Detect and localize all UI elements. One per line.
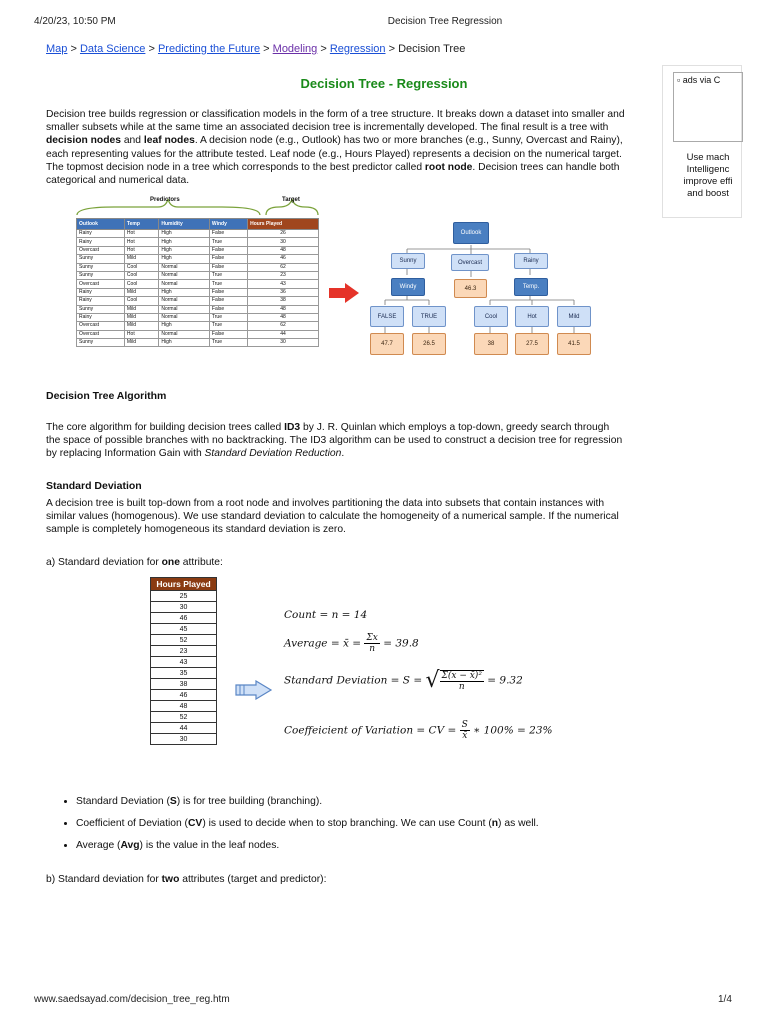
dataset-table	[76, 218, 319, 347]
table-row	[77, 322, 319, 330]
table-cell: Hot	[124, 330, 158, 338]
tree-leaf-mild: 41.5	[557, 333, 591, 355]
table-row	[151, 591, 217, 602]
table-cell: True	[209, 271, 247, 279]
bold-term: ID3	[284, 422, 301, 433]
table-row	[77, 280, 319, 288]
tree-node-temp: Temp.	[514, 278, 548, 296]
numerator: S	[461, 720, 468, 730]
breadcrumb-link-predicting[interactable]: Predicting the Future	[157, 43, 261, 55]
column-header: Temp	[124, 219, 158, 230]
tree-node-rainy: Rainy	[514, 253, 548, 269]
table-cell: Normal	[159, 271, 210, 279]
table-cell: Normal	[159, 330, 210, 338]
part-a-label	[46, 556, 626, 569]
table-cell: High	[159, 322, 210, 330]
table-row	[151, 668, 217, 679]
table-cell: 43	[151, 657, 217, 668]
tree-node-true: TRUE	[412, 306, 446, 327]
table-cell: Mild	[124, 339, 158, 347]
table-cell: Sunny	[77, 305, 125, 313]
table-cell: False	[209, 246, 247, 254]
table-row	[77, 297, 319, 305]
table-cell: High	[159, 246, 210, 254]
ad-text[interactable]	[673, 152, 743, 200]
table-row	[151, 679, 217, 690]
formula-count: Count = n = 14	[284, 609, 368, 621]
table-cell: Mild	[124, 322, 158, 330]
algo-heading: Decision Tree Algorithm	[46, 390, 167, 402]
denominator: n	[458, 681, 465, 692]
table-row	[151, 690, 217, 701]
print-timestamp: 4/20/23, 10:50 PM	[34, 16, 116, 27]
table-cell: Rainy	[77, 288, 125, 296]
text: by J. R. Quinlan which employs a top-down, greedy search through the space of possible branches with no backtracking. The ID3 algorithm can be used to construct a decision tree for regression by replacing Information Gain with	[46, 422, 623, 460]
hours-played-body	[151, 591, 217, 745]
right-arrow-icon	[327, 282, 361, 304]
formula-label: Standard Deviation = S =	[284, 674, 423, 687]
ad-line: improve effi	[683, 176, 733, 187]
breadcrumb-current: Decision Tree	[398, 43, 466, 55]
text: attribute:	[179, 557, 223, 568]
table-cell: 36	[248, 288, 319, 296]
tree-node-sunny: Sunny	[391, 253, 425, 269]
table-row	[151, 657, 217, 668]
table-row	[77, 246, 319, 254]
table-cell: 26	[248, 230, 319, 238]
tree-leaf-false: 47.7	[370, 333, 404, 355]
table-cell: Rainy	[77, 238, 125, 246]
ad-alt-text: ads via C	[682, 75, 721, 85]
intro-paragraph	[46, 108, 626, 187]
breadcrumb-link-data-science[interactable]: Data Science	[79, 43, 146, 55]
table-cell: True	[209, 313, 247, 321]
table-cell: Cool	[124, 271, 158, 279]
tree-leaf-cool: 38	[474, 333, 508, 355]
table-cell: Rainy	[77, 313, 125, 321]
table-cell: Sunny	[77, 339, 125, 347]
formula-label: Coeffeicient of Variation = CV =	[284, 724, 457, 737]
table-row	[77, 263, 319, 271]
text: a) Standard deviation for	[46, 557, 162, 568]
table-row	[151, 635, 217, 646]
tree-node-mild: Mild	[557, 306, 591, 327]
table-cell: Normal	[159, 313, 210, 321]
denominator: x̄	[462, 731, 468, 741]
bullet-list	[60, 796, 539, 862]
table-cell: Overcast	[77, 330, 125, 338]
numerator: Σ(x − x̄)²	[441, 670, 482, 681]
italic-term: Standard Deviation Reduction	[204, 448, 342, 460]
table-cell: True	[209, 238, 247, 246]
table-cell: 48	[151, 701, 217, 712]
breadcrumb-sep: >	[263, 43, 270, 55]
breadcrumb-link-modeling[interactable]: Modeling	[272, 43, 318, 55]
table-cell: False	[209, 330, 247, 338]
table-cell: True	[209, 280, 247, 288]
table-cell: 23	[248, 271, 319, 279]
tree-node-false: FALSE	[370, 306, 404, 327]
table-cell: 30	[248, 339, 319, 347]
algo-paragraph	[46, 421, 626, 461]
table-cell: 48	[248, 313, 319, 321]
list-item: • Standard Deviation (S) is for tree building (branching).	[76, 796, 539, 807]
table-cell: 52	[151, 712, 217, 723]
list-item: • Average (Avg) is the value in the leaf nodes.	[76, 840, 539, 851]
target-label: Target	[282, 197, 300, 203]
tree-node-root: Outlook	[453, 222, 489, 244]
table-row	[151, 613, 217, 624]
ad-image[interactable]	[673, 72, 743, 142]
text: . Decision trees can handle both categorical and numerical data.	[46, 161, 620, 187]
table-cell: 46	[151, 690, 217, 701]
table-cell: Sunny	[77, 255, 125, 263]
table-cell: 30	[151, 734, 217, 745]
table-cell: 35	[151, 668, 217, 679]
ad-line: Intelligenc	[686, 164, 730, 175]
column-header: Outlook	[77, 219, 125, 230]
table-cell: 38	[248, 297, 319, 305]
table-cell: 46	[151, 613, 217, 624]
table-cell: 44	[151, 723, 217, 734]
table-cell: Mild	[124, 305, 158, 313]
print-doc-title: Decision Tree Regression	[387, 16, 503, 27]
table-cell: 30	[248, 238, 319, 246]
table-cell: False	[209, 305, 247, 313]
table-cell: High	[159, 288, 210, 296]
formula-average	[284, 633, 419, 654]
table-row	[77, 288, 319, 296]
text: and	[120, 135, 144, 147]
column-header: Humidity	[159, 219, 210, 230]
table-cell: Cool	[124, 280, 158, 288]
table-cell: False	[209, 263, 247, 271]
formula-std-dev	[284, 668, 523, 693]
tree-leaf-hot: 27.5	[515, 333, 549, 355]
table-row	[151, 712, 217, 723]
table-row	[77, 230, 319, 238]
bold-term: leaf nodes	[143, 135, 195, 147]
fraction	[460, 720, 470, 741]
table-header-row	[77, 219, 319, 230]
footer-url: www.saedsayad.com/decision_tree_reg.htm	[34, 994, 230, 1005]
table-row	[151, 701, 217, 712]
breadcrumb-sep: >	[148, 43, 155, 55]
tree-node-hot: Hot	[515, 306, 549, 327]
denominator: n	[369, 644, 376, 654]
table-cell: Normal	[159, 263, 210, 271]
table-row	[151, 646, 217, 657]
table-cell: Mild	[124, 313, 158, 321]
formula-cv	[284, 720, 552, 741]
table-row	[77, 238, 319, 246]
table-row	[77, 271, 319, 279]
table-cell: 52	[151, 635, 217, 646]
table-cell: 30	[151, 602, 217, 613]
table-row	[151, 723, 217, 734]
text: .	[341, 448, 345, 460]
sd-paragraph: A decision tree is built top-down from a root node and involves partitioning the data into subsets that contain instances with similar values (homogenous). We use standard deviation to calculate the homogeneity of a numerical sample. If the numerical sample is completely homogeneous its standard deviation is zero.	[46, 498, 619, 536]
table-cell: True	[209, 339, 247, 347]
table-cell: 23	[151, 646, 217, 657]
numerator: Σx	[366, 633, 378, 643]
table-row	[151, 734, 217, 745]
text: Decision tree builds regression or classification models in the form of a tree structure. It breaks down a dataset into smaller and smaller subsets while at the same time an associated decision tree is incrementally developed. The final result is a tree with	[46, 109, 625, 134]
table-cell: Overcast	[77, 280, 125, 288]
table-cell: 43	[248, 280, 319, 288]
table-cell: Sunny	[77, 263, 125, 271]
table-cell: Hot	[124, 238, 158, 246]
table-row	[77, 330, 319, 338]
sd-heading: Standard Deviation	[46, 480, 142, 492]
table-cell: Rainy	[77, 230, 125, 238]
table-cell: Sunny	[77, 271, 125, 279]
table-cell: Hot	[124, 246, 158, 254]
table-cell: Mild	[124, 288, 158, 296]
ad-line: Use mach	[686, 152, 730, 163]
table-cell: 44	[248, 330, 319, 338]
table-cell: False	[209, 297, 247, 305]
bold-term: root node	[424, 161, 473, 173]
table-cell: 46	[248, 255, 319, 263]
ad-panel[interactable]	[662, 65, 742, 218]
footer-page: 1/4	[718, 994, 732, 1005]
table-cell: False	[209, 288, 247, 296]
table-row	[77, 339, 319, 347]
table-cell: 62	[248, 322, 319, 330]
list-item: • Coefficient of Deviation (CV) is used to decide when to stop branching. We can use Count (n) as well.	[76, 818, 539, 829]
right-arrow-icon	[234, 680, 274, 700]
table-cell: High	[159, 230, 210, 238]
table-cell: Normal	[159, 305, 210, 313]
table-cell: Normal	[159, 280, 210, 288]
table-cell: False	[209, 230, 247, 238]
bold-term: two	[161, 874, 180, 885]
table-cell: Cool	[124, 297, 158, 305]
formula-value: ∗ 100% = 23%	[473, 724, 553, 737]
hours-played-header: Hours Played	[151, 578, 217, 591]
breadcrumb-link-regression[interactable]: Regression	[329, 43, 386, 55]
text: attributes (target and predictor):	[179, 874, 327, 885]
column-header: Windy	[209, 219, 247, 230]
table-body	[77, 230, 319, 347]
text: . A decision node (e.g., Outlook) has two or more branches (e.g., Sunny, Overcast and Rainy), each representing values for the attribute tested. Leaf node (e.g., Hours Played) represents a decision on the numerical target. The topmost decision node in a tree which corresponds to the best predictor called	[46, 135, 623, 173]
part-b-label	[46, 873, 626, 886]
table-cell: 25	[151, 591, 217, 602]
table-cell: Cool	[124, 263, 158, 271]
column-header: Hours Played	[248, 219, 319, 230]
tree-leaf-overcast: 46.3	[454, 279, 487, 298]
table-row	[151, 624, 217, 635]
formula-label: Average = x̄ =	[284, 637, 362, 650]
table-cell: High	[159, 255, 210, 263]
breadcrumb	[46, 43, 465, 55]
table-cell: 62	[248, 263, 319, 271]
table-cell: Overcast	[77, 322, 125, 330]
table-cell: High	[159, 238, 210, 246]
predictors-label: Predictors	[150, 197, 180, 203]
table-row	[77, 255, 319, 263]
tree-node-overcast: Overcast	[451, 254, 489, 271]
table-row	[77, 305, 319, 313]
breadcrumb-sep: >	[70, 43, 77, 55]
text: The core algorithm for building decision trees called	[46, 422, 285, 433]
tree-leaf-true: 26.5	[412, 333, 446, 355]
broken-image-icon: ▫	[677, 75, 681, 85]
table-cell: 48	[248, 246, 319, 254]
sqrt-icon: √	[425, 668, 440, 693]
table-row	[151, 602, 217, 613]
table-cell: Normal	[159, 297, 210, 305]
formula-value: = 39.8	[383, 637, 419, 650]
breadcrumb-sep: >	[388, 43, 395, 55]
table-cell: 38	[151, 679, 217, 690]
fraction	[440, 670, 484, 692]
table-cell: 48	[248, 305, 319, 313]
tree-node-windy: Windy	[391, 278, 425, 296]
table-cell: Hot	[124, 230, 158, 238]
table-cell: Overcast	[77, 246, 125, 254]
tree-node-cool: Cool	[474, 306, 508, 327]
breadcrumb-link-map[interactable]: Map	[46, 43, 68, 55]
table-cell: True	[209, 322, 247, 330]
page-title: Decision Tree - Regression	[300, 76, 468, 91]
table-cell: False	[209, 255, 247, 263]
fraction	[364, 633, 379, 654]
formula-value: = 9.32	[487, 674, 523, 687]
ad-line: and boost	[687, 188, 729, 199]
bold-term: one	[161, 557, 180, 568]
table-row	[77, 313, 319, 321]
hours-played-table	[150, 577, 217, 745]
text: b) Standard deviation for	[46, 874, 162, 885]
table-cell: Mild	[124, 255, 158, 263]
bold-term: decision nodes	[46, 135, 121, 147]
breadcrumb-sep: >	[320, 43, 327, 55]
table-cell: Rainy	[77, 297, 125, 305]
table-cell: High	[159, 339, 210, 347]
table-cell: 45	[151, 624, 217, 635]
